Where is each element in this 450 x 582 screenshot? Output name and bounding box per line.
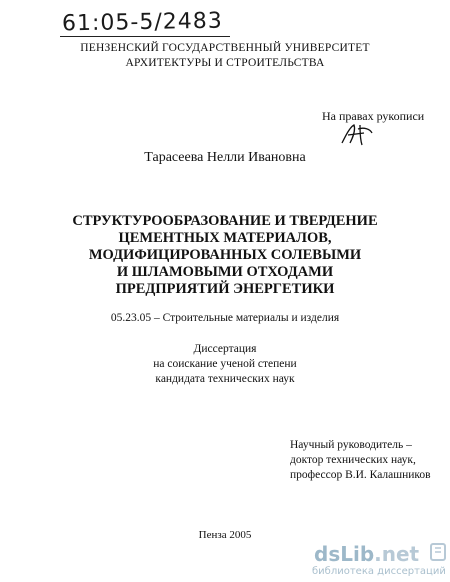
handwritten-underline bbox=[60, 36, 230, 37]
dissertation-degree bbox=[0, 342, 450, 387]
author-name: Тарасеева Нелли Ивановна bbox=[144, 150, 306, 165]
dissertation-title bbox=[0, 213, 450, 298]
specialty-code: 05.23.05 – Строительные материалы и изделия bbox=[110, 312, 340, 324]
signature-mark bbox=[338, 121, 378, 147]
watermark-logo-main: dsLib bbox=[314, 542, 375, 566]
title-line: СТРУКТУРООБРАЗОВАНИЕ И ТВЕРДЕНИЕ bbox=[72, 213, 378, 229]
watermark-subtitle: библиотека диссертаций bbox=[312, 566, 446, 577]
city-year: Пенза 2005 bbox=[198, 529, 252, 541]
rights-note: На правах рукописи bbox=[322, 109, 425, 123]
degree-line: на соискание ученой степени bbox=[153, 358, 297, 370]
university-name-line1: ПЕНЗЕНСКИЙ ГОСУДАРСТВЕННЫЙ УНИВЕРСИТЕТ bbox=[80, 42, 370, 54]
archive-code-handwritten: 61:05-5/2483 bbox=[61, 8, 223, 37]
title-line: МОДИФИЦИРОВАННЫХ СОЛЕВЫМИ bbox=[88, 247, 362, 263]
supervisor-line: профессор В.И. Калашников bbox=[290, 469, 431, 481]
supervisor-line: Научный руководитель – bbox=[290, 439, 412, 451]
title-line: ЦЕМЕНТНЫХ МАТЕРИАЛОВ, bbox=[118, 230, 332, 246]
watermark bbox=[312, 538, 450, 582]
supervisor-block bbox=[290, 438, 431, 483]
title-line: И ШЛАМОВЫМИ ОТХОДАМИ bbox=[116, 264, 334, 280]
degree-line: кандидата технических наук bbox=[155, 373, 295, 385]
title-line: ПРЕДПРИЯТИЙ ЭНЕРГЕТИКИ bbox=[115, 281, 335, 297]
degree-line: Диссертация bbox=[193, 343, 257, 355]
watermark-logo-suffix: .net bbox=[374, 542, 420, 566]
watermark-logo bbox=[314, 542, 419, 566]
book-emblem-icon bbox=[430, 542, 446, 562]
supervisor-line: доктор технических наук, bbox=[290, 454, 416, 466]
university-name-line2: АРХИТЕКТУРЫ И СТРОИТЕЛЬСТВА bbox=[125, 57, 325, 69]
